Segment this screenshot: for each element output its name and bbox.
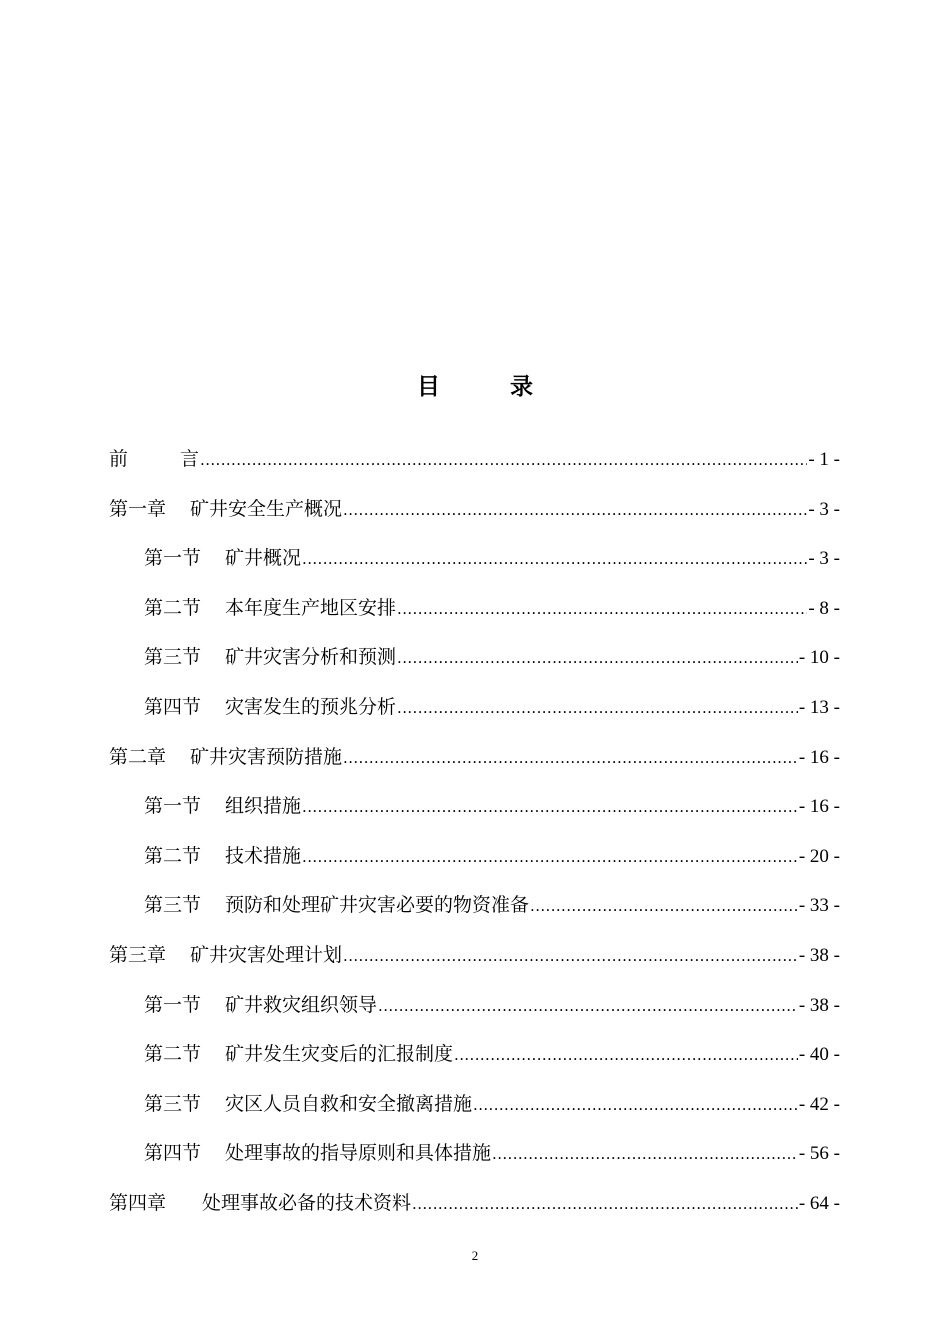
toc-entry-page: - 38 - <box>798 994 840 1016</box>
toc-section-entry[interactable] <box>144 692 840 722</box>
toc-entry-page: - 1 - <box>808 449 840 470</box>
toc-entry-number: 第二节 <box>144 844 202 867</box>
toc-leader-dots <box>343 743 798 773</box>
toc-entry-number: 第四章 <box>109 1192 167 1214</box>
toc-entry-number: 第三节 <box>144 1092 202 1115</box>
toc-chapter-entry[interactable] <box>109 742 840 772</box>
toc-entry-number: 第三节 <box>144 646 202 669</box>
toc-section-entry[interactable] <box>144 1039 840 1069</box>
toc-entry-page: - 64 - <box>798 1193 840 1214</box>
toc-entry-title: 矿井救灾组织领导 <box>225 993 378 1016</box>
toc-leader-dots <box>530 891 798 921</box>
toc-entry-number: 前 <box>109 448 129 470</box>
toc-leader-dots <box>397 643 798 673</box>
toc-entry-number: 第二节 <box>144 596 202 619</box>
toc-entry-page: - 56 - <box>798 1143 840 1165</box>
toc-entry-page: - 13 - <box>798 697 840 718</box>
toc-leader-dots <box>200 445 807 475</box>
toc-leader-dots <box>343 941 798 971</box>
toc-leader-dots <box>397 693 798 723</box>
toc-entry-number: 第三章 <box>109 944 167 966</box>
toc-leader-dots <box>473 1090 798 1120</box>
toc-leader-dots <box>302 842 798 872</box>
toc-heading <box>0 371 950 403</box>
toc-entry-page: - 8 - <box>808 597 840 619</box>
toc-entry-number: 第一章 <box>109 497 167 520</box>
toc-section-entry[interactable] <box>144 841 840 871</box>
toc-entry-title: 处理事故必备的技术资料 <box>202 1192 412 1214</box>
toc-entry-page: - 40 - <box>798 1044 840 1066</box>
toc-entry-page: - 16 - <box>798 746 840 768</box>
toc-entry-page: - 42 - <box>798 1093 840 1115</box>
toc-chapter-entry[interactable] <box>109 1188 840 1218</box>
toc-section-entry[interactable] <box>144 1138 840 1168</box>
toc-entry-page: - 16 - <box>798 796 840 818</box>
toc-entry-number: 第一节 <box>144 547 202 570</box>
toc-entry-title: 技术措施 <box>225 844 302 867</box>
toc-leader-dots <box>454 1040 798 1070</box>
toc-entry-title: 预防和处理矿井灾害必要的物资准备 <box>225 894 530 917</box>
toc-entry-title: 组织措施 <box>225 795 302 818</box>
toc-entry-title: 本年度生产地区安排 <box>225 596 397 619</box>
toc-heading-char-2: 录 <box>510 373 533 400</box>
toc-section-entry[interactable] <box>144 990 840 1020</box>
toc-entry-number: 第二章 <box>109 745 167 768</box>
toc-section-entry[interactable] <box>144 543 840 573</box>
toc-chapter-entry[interactable] <box>109 940 840 970</box>
toc-entry-page: - 3 - <box>808 498 840 520</box>
toc-entry-title: 灾区人员自救和安全撤离措施 <box>225 1092 473 1115</box>
toc-section-entry[interactable] <box>144 593 840 623</box>
toc-entry-title: 矿井安全生产概况 <box>190 497 343 520</box>
toc-leader-dots <box>343 495 807 525</box>
toc-section-entry[interactable] <box>144 1089 840 1119</box>
toc-entry-number: 第二节 <box>144 1043 202 1066</box>
toc-entry-page: - 3 - <box>808 548 840 570</box>
toc-chapter-entry[interactable] <box>109 444 840 474</box>
toc-section-entry[interactable] <box>144 791 840 821</box>
toc-entry-number: 第四节 <box>144 696 202 718</box>
toc-entry-title: 矿井灾害处理计划 <box>190 944 343 966</box>
toc-entry-number: 第四节 <box>144 1142 202 1165</box>
toc-leader-dots <box>412 1189 798 1219</box>
toc-entry-page: - 10 - <box>798 647 840 669</box>
toc-entry-number: 第一节 <box>144 795 202 818</box>
toc-entry-title: 灾害发生的预兆分析 <box>225 696 397 718</box>
toc-heading-char-1: 目 <box>417 373 440 400</box>
toc-entry-title: 矿井发生灾变后的汇报制度 <box>225 1043 454 1066</box>
toc-entry-title: 处理事故的指导原则和具体措施 <box>225 1142 492 1165</box>
toc-entry-title: 矿井灾害预防措施 <box>190 745 343 768</box>
toc-entry-title: 言 <box>180 448 200 470</box>
toc-leader-dots <box>397 594 807 624</box>
toc-chapter-entry[interactable] <box>109 494 840 524</box>
toc-entry-page: - 33 - <box>798 895 840 917</box>
toc-entry-number: 第三节 <box>144 894 202 917</box>
toc-leader-dots <box>492 1139 798 1169</box>
toc-entry-page: - 38 - <box>798 945 840 966</box>
toc-section-entry[interactable] <box>144 890 840 920</box>
toc-leader-dots <box>302 544 807 574</box>
toc-section-entry[interactable] <box>144 642 840 672</box>
toc-entry-page: - 20 - <box>798 845 840 867</box>
toc-leader-dots <box>378 991 798 1021</box>
toc-entry-title: 矿井概况 <box>225 547 302 570</box>
toc-entry-title: 矿井灾害分析和预测 <box>225 646 397 669</box>
toc-entry-number: 第一节 <box>144 993 202 1016</box>
toc-leader-dots <box>302 792 798 822</box>
page-number: 2 <box>471 1248 479 1263</box>
